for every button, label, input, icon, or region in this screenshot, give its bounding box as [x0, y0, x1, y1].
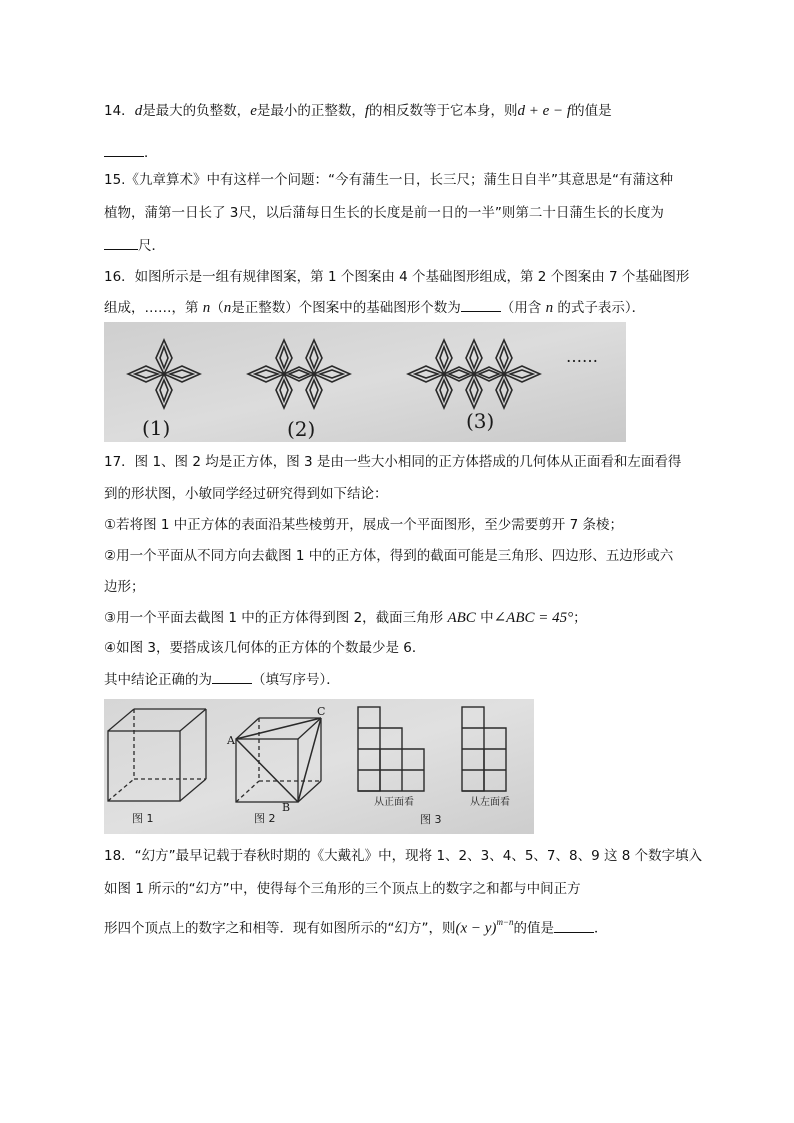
- q14-expression: d + e − f: [517, 103, 572, 119]
- q17-answer-text-a: 其中结论正确的为: [104, 672, 212, 688]
- fig1-label: 图 1: [132, 812, 154, 825]
- point-b-label: B: [282, 801, 291, 814]
- q15-unit: 尺．: [138, 238, 165, 254]
- pattern-label-2: (2): [287, 417, 316, 441]
- q14-text3: 的相反数等于它本身，则: [369, 103, 518, 119]
- q14-number: 14．: [104, 103, 135, 119]
- left-view-label: 从左面看: [470, 797, 510, 808]
- q16-line2: [104, 297, 645, 318]
- q18-line2: 如图 1 所示的“幻方”中，使得每个三角形的三个顶点上的数字之和都与中间正方: [104, 881, 581, 897]
- q17-answer-line: [104, 669, 340, 690]
- q15-line3: [104, 235, 165, 256]
- q14-answer-blank[interactable]: [104, 142, 144, 157]
- q15-line2: 植物，蒲第一日长了 3尺，以后蒲每日生长的长度是前一日的一半”则第二十日蒲生长的长度为: [104, 205, 664, 221]
- q16-answer-blank[interactable]: [461, 297, 501, 312]
- q17-c3-text-b: 中: [475, 610, 494, 626]
- cube-figure: [104, 699, 534, 834]
- q16-text-a: 组成，……，第: [104, 300, 203, 316]
- pattern-ellipsis: ……: [566, 347, 598, 366]
- var-n: n: [223, 300, 232, 316]
- pattern-figure: [104, 322, 626, 442]
- q17-conclusion-1: ①若将图 1 中正方体的表面沿某些棱剪开，展成一个平面图形，至少需要剪开 7 条棱；: [104, 517, 623, 533]
- q17-line2: 到的形状图，小敏同学经过研究得到如下结论：: [104, 486, 388, 502]
- q14-line2: [104, 142, 158, 163]
- var-d: d: [134, 103, 143, 119]
- var-f: f: [364, 103, 370, 119]
- var-n: n: [545, 300, 554, 316]
- front-view-label: 从正面看: [374, 797, 414, 808]
- pattern-label-1: (1): [142, 416, 171, 440]
- q18-line1: 18．“幻方”最早记载于春秋时期的《大戴礼》中，现将 1、2、3、4、5、7、8、9 这 8 个数字填入: [104, 848, 703, 864]
- q16-text-e: 的式子表示）．: [553, 300, 646, 316]
- q14-line1: [104, 101, 612, 121]
- q14-text1: 是最大的负整数，: [142, 103, 251, 119]
- q18-text-b: 的值是: [513, 920, 555, 937]
- fig3-label: 图 3: [420, 813, 442, 826]
- q14-end: ．: [144, 145, 158, 161]
- q16-text-c: 是正整数）个图案中的基础图形个数为: [231, 300, 461, 316]
- point-c-label: C: [317, 705, 326, 718]
- q18-text-a: 形四个顶点上的数字之和相等．现有如图所示的“幻方”，则: [104, 920, 456, 937]
- triangle-abc: ABC: [447, 610, 476, 626]
- q18-line3: [104, 914, 608, 939]
- q17-conclusion-2-line1: ②用一个平面从不同方向去截图 1 中的正方体，得到的截面可能是三角形、四边形、五边形或六: [104, 548, 674, 564]
- q17-answer-blank[interactable]: [212, 669, 252, 684]
- var-n: n: [202, 300, 211, 316]
- point-a-label: A: [227, 734, 235, 747]
- q14-text2: 是最小的正整数，: [256, 103, 365, 119]
- q17-line1: 17．图 1、图 2 均是正方体，图 3 是由一些大小相同的正方体搭成的几何体从正面看和左面看得: [104, 454, 682, 470]
- q18-end: ．: [594, 920, 608, 937]
- q18-answer-blank[interactable]: [554, 918, 594, 933]
- q16-line1: 16．如图所示是一组有规律图案，第 1 个图案由 4 个基础图形组成，第 2 个图案由 7 个基础图形: [104, 269, 690, 285]
- q17-answer-text-b: （填写序号）．: [252, 672, 340, 688]
- q17-c3-text-a: ③用一个平面去截图 1 中的正方体得到图 2，截面三角形: [104, 610, 448, 626]
- q16-text-d: （用含: [500, 300, 546, 316]
- q15-line1: 15.《九章算术》中有这样一个问题：“今有蒲生一日，长三尺；蒲生日自半”其意思是“有蒲这种: [104, 172, 673, 188]
- fig2-label: 图 2: [254, 812, 276, 825]
- q15-answer-blank[interactable]: [104, 235, 138, 250]
- q17-conclusion-4: ④如图 3，要搭成该几何体的正方体的个数最少是 6．: [104, 640, 426, 656]
- q18-power-exponent: m−n: [496, 917, 514, 927]
- q17-c3-text-c: ；: [573, 610, 587, 626]
- q17-conclusion-3: [104, 608, 587, 628]
- pattern-label-3: (3): [466, 409, 495, 433]
- q17-conclusion-2-line2: 边形；: [104, 579, 145, 595]
- q14-text4: 的值是: [571, 103, 612, 119]
- q16-text-b: （: [210, 300, 224, 316]
- q18-power-base: (x − y): [455, 920, 497, 937]
- angle-abc: ∠ABC = 45°: [493, 610, 574, 626]
- var-e: e: [250, 103, 257, 119]
